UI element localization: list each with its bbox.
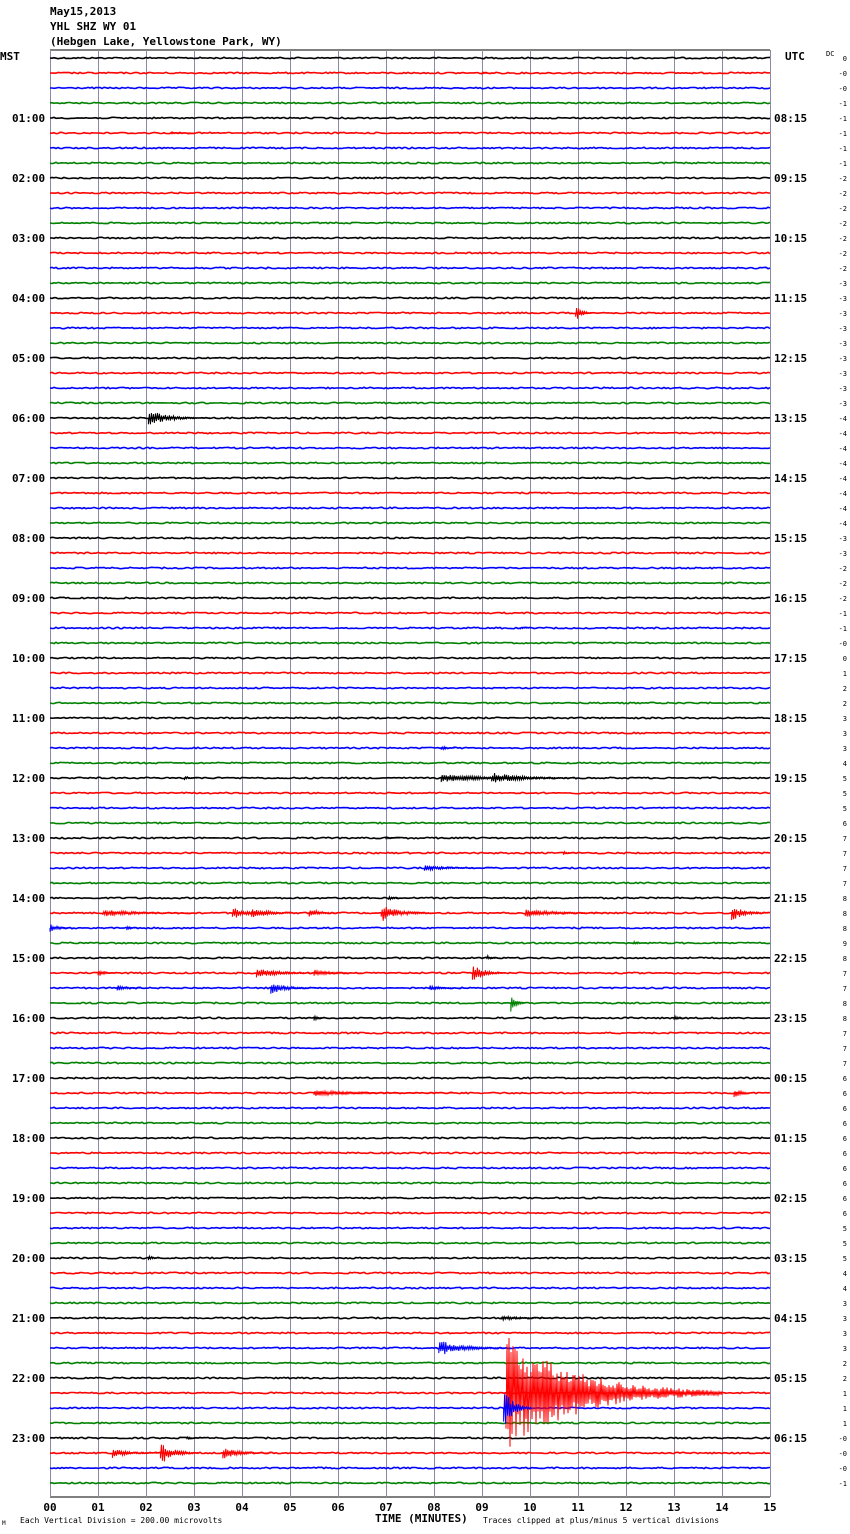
dc-offset-label: -3 xyxy=(838,310,847,318)
right-hour-label: 22:15 xyxy=(774,952,808,965)
trace-row xyxy=(50,522,770,523)
dc-offset-label: 8 xyxy=(842,910,847,918)
dc-label: DC xyxy=(826,50,835,58)
trace-row xyxy=(50,1482,770,1483)
trace-row xyxy=(50,897,770,898)
dc-offset-label: -2 xyxy=(838,250,847,258)
dc-offset-label: -1 xyxy=(838,160,847,168)
dc-offset-label: -2 xyxy=(838,220,847,228)
dc-offset-label: -1 xyxy=(838,130,847,138)
left-hour-label: 17:00 xyxy=(12,1072,46,1085)
trace-row xyxy=(50,477,770,478)
dc-offset-label: -2 xyxy=(838,595,847,603)
dc-offset-label: 7 xyxy=(842,835,847,843)
dc-offset-label: 6 xyxy=(842,1090,847,1098)
dc-offset-label: -2 xyxy=(838,235,847,243)
dc-offset-label: -4 xyxy=(838,520,847,528)
dc-offset-label: 0 xyxy=(842,655,847,663)
right-timezone-label: UTC xyxy=(785,50,805,63)
seismic-event xyxy=(98,971,117,976)
dc-offset-label: 3 xyxy=(842,1300,847,1308)
trace-row xyxy=(50,1002,770,1003)
x-tick-label: 04 xyxy=(235,1501,249,1514)
trace-row xyxy=(50,252,770,253)
dc-offset-label: 6 xyxy=(842,1150,847,1158)
trace-row xyxy=(50,822,770,823)
trace-row xyxy=(50,72,770,73)
trace-row xyxy=(50,1152,770,1153)
trace-row xyxy=(50,267,770,268)
x-tick-label: 07 xyxy=(379,1501,393,1514)
dc-offset-label: -1 xyxy=(838,610,847,618)
trace-row xyxy=(50,402,770,403)
trace-row xyxy=(50,1197,770,1198)
dc-offset-label: 8 xyxy=(842,925,847,933)
scale-note: Each Vertical Division = 200.00 microvolts xyxy=(20,1516,223,1525)
trace-row xyxy=(50,942,770,943)
trace-row xyxy=(50,1467,770,1468)
dc-offset-label: -0 xyxy=(838,1465,847,1473)
right-hour-label: 13:15 xyxy=(774,412,808,425)
left-hour-label: 09:00 xyxy=(12,592,46,605)
left-hour-label: 07:00 xyxy=(12,472,46,485)
dc-offset-label: 7 xyxy=(842,865,847,873)
dc-offset-label: 7 xyxy=(842,970,847,978)
trace-row xyxy=(50,927,770,928)
x-tick-label: 14 xyxy=(715,1501,729,1514)
dc-offset-label: 5 xyxy=(842,790,847,798)
trace-row xyxy=(50,1422,770,1423)
station-label: YHL SHZ WY 01 xyxy=(50,20,137,33)
dc-offset-label: 7 xyxy=(842,1060,847,1068)
left-hour-label: 13:00 xyxy=(12,832,46,845)
right-hour-label: 01:15 xyxy=(774,1132,808,1145)
dc-offset-label: -3 xyxy=(838,535,847,543)
trace-row xyxy=(50,312,770,313)
trace-row xyxy=(50,957,770,958)
trace-row xyxy=(50,1182,770,1183)
dc-offset-label: 1 xyxy=(842,1405,847,1413)
dc-offset-label: 6 xyxy=(842,1210,847,1218)
trace-row xyxy=(50,1047,770,1048)
seismic-event xyxy=(511,998,525,1012)
right-hour-label: 19:15 xyxy=(774,772,808,785)
left-hour-label: 11:00 xyxy=(12,712,46,725)
right-hour-label: 17:15 xyxy=(774,652,808,665)
trace-row xyxy=(50,357,770,358)
trace-row xyxy=(50,867,770,868)
right-hour-label: 04:15 xyxy=(774,1312,808,1325)
dc-offset-label: 6 xyxy=(842,1105,847,1113)
dc-offset-label: 7 xyxy=(842,850,847,858)
dc-offset-label: -0 xyxy=(838,70,847,78)
right-hour-label: 09:15 xyxy=(774,172,808,185)
x-tick-label: 12 xyxy=(619,1501,633,1514)
trace-row xyxy=(50,762,770,763)
dc-offset-label: -3 xyxy=(838,325,847,333)
right-hour-label: 23:15 xyxy=(774,1012,808,1025)
seismic-event xyxy=(50,925,74,932)
dc-offset-label: -4 xyxy=(838,415,847,423)
dc-offset-label: 2 xyxy=(842,685,847,693)
dc-offset-label: 3 xyxy=(842,730,847,738)
trace-row xyxy=(50,672,770,673)
trace-row xyxy=(50,612,770,613)
right-hour-label: 06:15 xyxy=(774,1432,808,1445)
dc-offset-label: 3 xyxy=(842,1315,847,1323)
trace-row xyxy=(50,972,770,973)
dc-offset-label: 3 xyxy=(842,1330,847,1338)
dc-offset-label: 5 xyxy=(842,805,847,813)
dc-offset-label: 9 xyxy=(842,940,847,948)
x-tick-label: 10 xyxy=(523,1501,537,1514)
trace-row xyxy=(50,702,770,703)
trace-row xyxy=(50,342,770,343)
trace-row xyxy=(50,582,770,583)
trace-row xyxy=(50,777,770,778)
dc-offset-label: 3 xyxy=(842,745,847,753)
dc-offset-label: 3 xyxy=(842,1345,847,1353)
dc-offset-label: -1 xyxy=(838,115,847,123)
trace-row xyxy=(50,132,770,133)
left-hour-label: 05:00 xyxy=(12,352,46,365)
trace-row xyxy=(50,207,770,208)
dc-offset-label: -1 xyxy=(838,100,847,108)
trace-row xyxy=(50,162,770,163)
seismic-event xyxy=(576,308,592,319)
trace-row xyxy=(50,87,770,88)
left-hour-label: 18:00 xyxy=(12,1132,46,1145)
trace-row xyxy=(50,507,770,508)
x-tick-label: 01 xyxy=(91,1501,105,1514)
trace-row xyxy=(50,1347,770,1348)
trace-row xyxy=(50,717,770,718)
trace-row xyxy=(50,492,770,493)
trace-row xyxy=(50,687,770,688)
dc-offset-label: 1 xyxy=(842,1420,847,1428)
trace-row xyxy=(50,222,770,223)
dc-offset-label: 1 xyxy=(842,1390,847,1398)
trace-row xyxy=(50,177,770,178)
dc-offset-label: -1 xyxy=(838,625,847,633)
axis-labels xyxy=(12,55,847,1514)
left-hour-label: 04:00 xyxy=(12,292,46,305)
seismic-event xyxy=(117,986,145,991)
trace-row xyxy=(50,282,770,283)
dc-offset-label: 0 xyxy=(842,55,847,63)
dc-offset-label: -3 xyxy=(838,370,847,378)
dc-offset-label: 2 xyxy=(842,1360,847,1368)
seismic-event xyxy=(732,909,770,920)
right-hour-label: 08:15 xyxy=(774,112,808,125)
dc-offset-label: 8 xyxy=(842,1000,847,1008)
dc-offset-label: 6 xyxy=(842,1075,847,1083)
dc-offset-label: -2 xyxy=(838,565,847,573)
seismic-event xyxy=(103,910,199,916)
clip-note: Traces clipped at plus/minus 5 vertical divisions xyxy=(483,1516,720,1525)
dc-offset-label: -3 xyxy=(838,280,847,288)
seismic-event xyxy=(506,1338,722,1447)
dc-offset-label: -3 xyxy=(838,340,847,348)
right-hour-label: 15:15 xyxy=(774,532,808,545)
x-tick-label: 05 xyxy=(283,1501,297,1514)
right-hour-label: 05:15 xyxy=(774,1372,808,1385)
left-hour-label: 06:00 xyxy=(12,412,46,425)
left-hour-label: 22:00 xyxy=(12,1372,46,1385)
dc-offset-label: -0 xyxy=(838,1450,847,1458)
right-hour-label: 10:15 xyxy=(774,232,808,245)
dc-offset-label: 5 xyxy=(842,1225,847,1233)
seismic-event xyxy=(252,909,300,917)
x-tick-label: 09 xyxy=(475,1501,489,1514)
dc-offset-label: 6 xyxy=(842,820,847,828)
left-hour-label: 20:00 xyxy=(12,1252,46,1265)
trace-row xyxy=(50,1032,770,1033)
trace-row xyxy=(50,297,770,298)
left-hour-label: 12:00 xyxy=(12,772,46,785)
trace-row xyxy=(50,1077,770,1078)
trace-row xyxy=(50,57,770,58)
x-tick-label: 11 xyxy=(571,1501,585,1514)
trace-row xyxy=(50,1302,770,1303)
left-hour-label: 16:00 xyxy=(12,1012,46,1025)
trace-row xyxy=(50,732,770,733)
seismic-event xyxy=(674,1016,688,1020)
x-tick-label: 03 xyxy=(187,1501,201,1514)
right-hour-label: 02:15 xyxy=(774,1192,808,1205)
x-tick-label: 06 xyxy=(331,1501,345,1514)
trace-row xyxy=(50,1122,770,1123)
right-hour-label: 14:15 xyxy=(774,472,808,485)
dc-offset-label: 8 xyxy=(842,955,847,963)
dc-offset-label: 5 xyxy=(842,775,847,783)
right-hour-label: 16:15 xyxy=(774,592,808,605)
trace-row xyxy=(50,852,770,853)
trace-row xyxy=(50,627,770,628)
seismic-event xyxy=(564,852,578,855)
trace-row xyxy=(50,1107,770,1108)
dc-offset-label: -0 xyxy=(838,1435,847,1443)
trace-row xyxy=(50,1407,770,1408)
dc-offset-label: -0 xyxy=(838,85,847,93)
seismic-event xyxy=(381,907,433,921)
right-hour-label: 20:15 xyxy=(774,832,808,845)
trace-row xyxy=(50,1227,770,1228)
dc-offset-label: -3 xyxy=(838,400,847,408)
dc-offset-label: 6 xyxy=(842,1165,847,1173)
trace-row xyxy=(50,1362,770,1363)
left-hour-label: 08:00 xyxy=(12,532,46,545)
dc-offset-label: -0 xyxy=(838,640,847,648)
left-hour-label: 15:00 xyxy=(12,952,46,965)
trace-row xyxy=(50,987,770,988)
dc-offset-label: 4 xyxy=(842,760,847,768)
left-timezone-label: MST xyxy=(0,50,20,63)
right-hour-label: 18:15 xyxy=(774,712,808,725)
dc-offset-label: -2 xyxy=(838,190,847,198)
trace-row xyxy=(50,387,770,388)
trace-row xyxy=(50,837,770,838)
left-hour-label: 03:00 xyxy=(12,232,46,245)
right-hour-label: 12:15 xyxy=(774,352,808,365)
trace-row xyxy=(50,447,770,448)
trace-row xyxy=(50,1332,770,1333)
trace-row xyxy=(50,1377,770,1378)
trace-row xyxy=(50,792,770,793)
x-axis-title: TIME (MINUTES) xyxy=(375,1512,468,1525)
seismic-event xyxy=(309,911,337,917)
trace-row xyxy=(50,327,770,328)
date-label: May15,2013 xyxy=(50,5,117,18)
seismic-event xyxy=(271,985,319,994)
dc-offset-label: 7 xyxy=(842,1030,847,1038)
corner-mark: M xyxy=(2,1520,6,1527)
trace-row xyxy=(50,1287,770,1288)
trace-row xyxy=(50,432,770,433)
trace-row xyxy=(50,537,770,538)
dc-offset-label: -3 xyxy=(838,550,847,558)
right-hour-label: 21:15 xyxy=(774,892,808,905)
left-hour-label: 02:00 xyxy=(12,172,46,185)
dc-offset-label: 6 xyxy=(842,1120,847,1128)
trace-row xyxy=(50,597,770,598)
trace-row xyxy=(50,1137,770,1138)
trace-row xyxy=(50,1437,770,1438)
seismic-event xyxy=(525,910,621,917)
x-tick-label: 08 xyxy=(427,1501,441,1514)
dc-offset-label: -4 xyxy=(838,460,847,468)
dc-offset-label: 8 xyxy=(842,1015,847,1023)
dc-offset-label: 5 xyxy=(842,1255,847,1263)
left-hour-label: 23:00 xyxy=(12,1432,46,1445)
dc-offset-label: 2 xyxy=(842,700,847,708)
trace-row xyxy=(50,102,770,103)
dc-offset-label: -2 xyxy=(838,580,847,588)
trace-row xyxy=(50,1212,770,1213)
trace-row xyxy=(50,567,770,568)
dc-offset-label: -3 xyxy=(838,295,847,303)
seismic-event xyxy=(388,897,402,900)
dc-offset-label: -4 xyxy=(838,430,847,438)
left-hour-label: 01:00 xyxy=(12,112,46,125)
location-label: (Hebgen Lake, Yellowstone Park, WY) xyxy=(50,35,282,48)
trace-row xyxy=(50,237,770,238)
left-hour-label: 19:00 xyxy=(12,1192,46,1205)
dc-offset-label: 8 xyxy=(842,895,847,903)
dc-offset-label: -4 xyxy=(838,475,847,483)
trace-row xyxy=(50,552,770,553)
dc-offset-label: -1 xyxy=(838,145,847,153)
trace-row xyxy=(50,372,770,373)
dc-offset-label: -2 xyxy=(838,175,847,183)
trace-row xyxy=(50,807,770,808)
dc-offset-label: -4 xyxy=(838,445,847,453)
right-hour-label: 03:15 xyxy=(774,1252,808,1265)
seismic-event xyxy=(148,1256,162,1260)
trace-row xyxy=(50,657,770,658)
dc-offset-label: 5 xyxy=(842,1240,847,1248)
seismic-event xyxy=(492,773,578,782)
trace-row xyxy=(50,1272,770,1273)
trace-rows xyxy=(50,57,770,1483)
dc-offset-label: -2 xyxy=(838,205,847,213)
dc-offset-label: 7 xyxy=(842,985,847,993)
right-hour-label: 00:15 xyxy=(774,1072,808,1085)
dc-offset-label: 6 xyxy=(842,1180,847,1188)
dc-offset-label: 3 xyxy=(842,715,847,723)
left-hour-label: 14:00 xyxy=(12,892,46,905)
trace-row xyxy=(50,1017,770,1018)
trace-row xyxy=(50,642,770,643)
dc-offset-label: 6 xyxy=(842,1135,847,1143)
trace-row xyxy=(50,1242,770,1243)
dc-offset-label: -3 xyxy=(838,385,847,393)
trace-row xyxy=(50,882,770,883)
trace-row xyxy=(50,147,770,148)
dc-offset-label: -3 xyxy=(838,355,847,363)
dc-offset-label: 7 xyxy=(842,880,847,888)
dc-offset-label: 4 xyxy=(842,1285,847,1293)
trace-row xyxy=(50,192,770,193)
dc-offset-label: -1 xyxy=(838,1480,847,1488)
seismic-events xyxy=(50,72,770,1461)
trace-row xyxy=(50,1167,770,1168)
seismic-event xyxy=(424,866,496,871)
trace-row xyxy=(50,462,770,463)
trace-row xyxy=(50,747,770,748)
trace-row xyxy=(50,1317,770,1318)
x-tick-label: 13 xyxy=(667,1501,681,1514)
x-tick-label: 00 xyxy=(43,1501,57,1514)
dc-offset-label: -2 xyxy=(838,265,847,273)
trace-row xyxy=(50,117,770,118)
dc-offset-label: 6 xyxy=(842,1195,847,1203)
dc-offset-label: 4 xyxy=(842,1270,847,1278)
dc-offset-label: 1 xyxy=(842,670,847,678)
right-hour-label: 11:15 xyxy=(774,292,808,305)
dc-offset-label: -4 xyxy=(838,505,847,513)
x-tick-label: 15 xyxy=(763,1501,777,1514)
trace-row xyxy=(50,1062,770,1063)
left-hour-label: 21:00 xyxy=(12,1312,46,1325)
left-hour-label: 10:00 xyxy=(12,652,46,665)
dc-offset-label: 7 xyxy=(842,1045,847,1053)
x-tick-label: 02 xyxy=(139,1501,153,1514)
dc-offset-label: 2 xyxy=(842,1375,847,1383)
dc-offset-label: -4 xyxy=(838,490,847,498)
